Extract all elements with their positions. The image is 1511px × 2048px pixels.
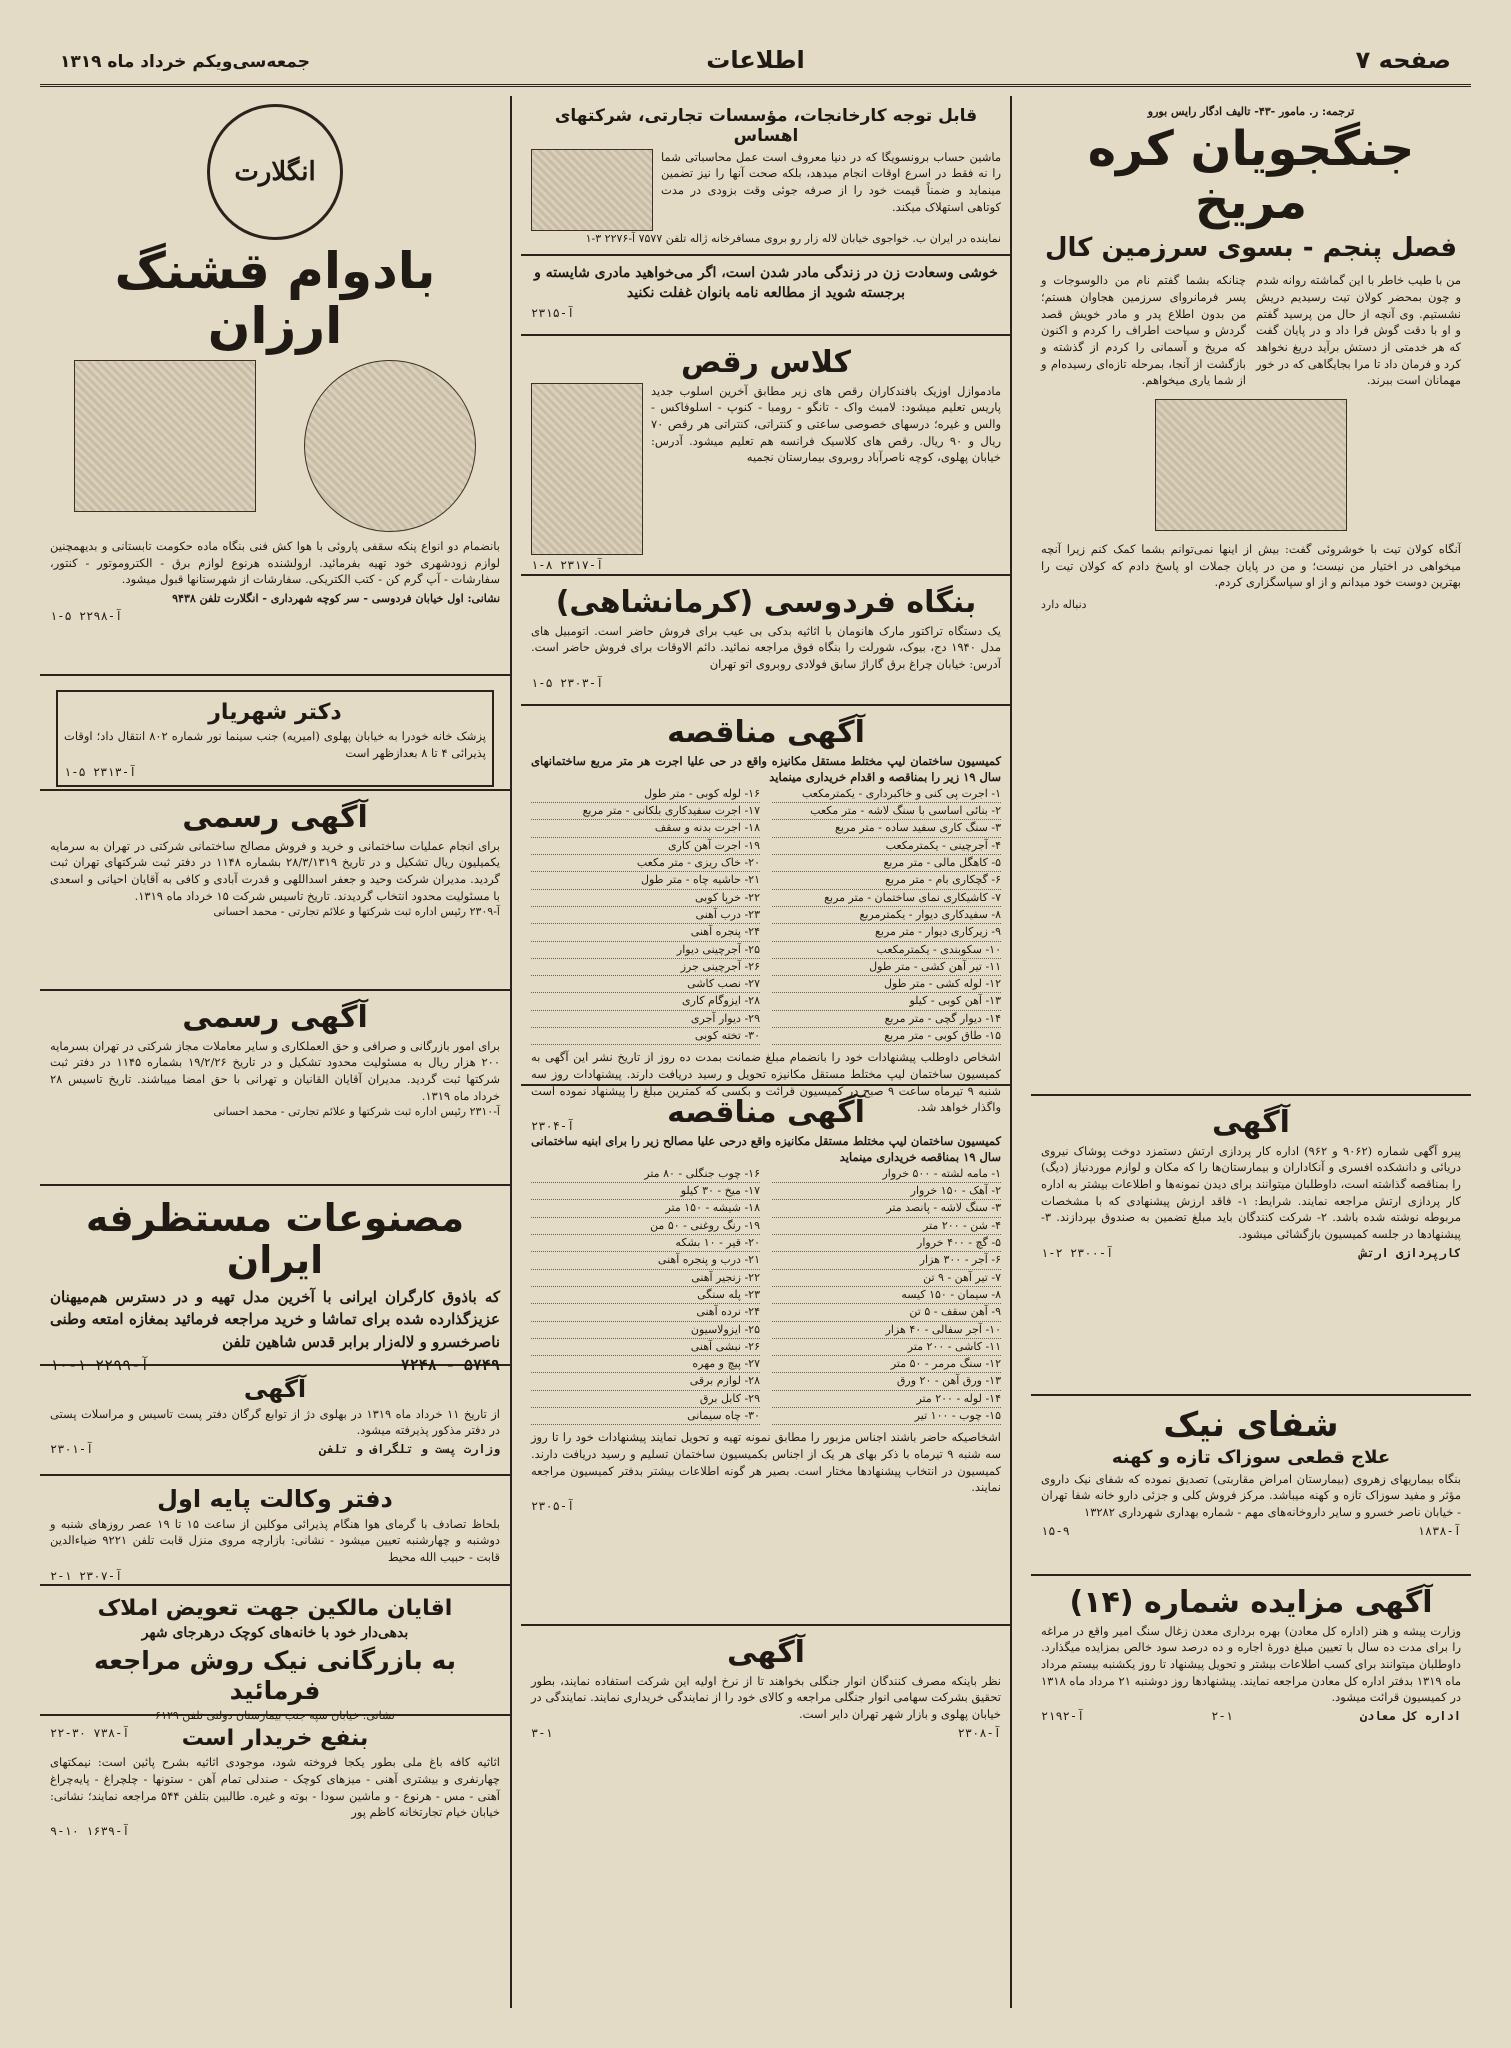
office-body: بلحاظ تصادف با گرمای هوا هنگام پذیرائی موکلین از ساعت ۱۵ تا ۱۹ عصر روزهای شنبه و دوشنبه و چهارشنبه تعیین میشود - نشانی: بازارچه مروی منزل قابت تلفن ۹۲۲۱ ضیاءالدین قابت - حبیب الله محیط	[50, 1516, 501, 1564]
tender-item: ۱۰- آجر سفالی - ۴۰ هزار	[772, 1322, 1001, 1339]
tender-item: ۱۶- چوب جنگلی - ۸۰ متر	[531, 1166, 760, 1183]
tender-item: ۱- مامه لشته - ۵۰۰ خروار	[772, 1166, 1001, 1183]
tender-item: ۳۰- تخته کوبی	[531, 1028, 760, 1045]
ad-code: آ-۲۱۹۲	[1041, 1708, 1085, 1723]
story-continued: دنباله دارد	[1041, 597, 1087, 611]
tender-body: اشخاصیکه حاضر باشند اجناس مزبور را مطابق نمونه تهیه و تحویل نمایند پیشنهادات خود را تا روز سه شنبه ۹ تیرماه با ذکر بهای هر یک از اجناس بکمیسیون ساختمان تسلیم و رسید دریافت دارند. کمیسیون در انتخاب پیشنهادها مختار است. بصیر هر گونه اطلاعات بیشتر بدفتر کمیسیون مراجعه نمایند.	[531, 1430, 1001, 1495]
cafe-sale-ad	[40, 1716, 510, 1866]
owners-body: بدهی‌دار خود با خانه‌های کوچک درهرجای شهر	[141, 1625, 409, 1642]
ferdowsi-agency-ad	[521, 576, 1011, 706]
tender-item: ۱۰- سکوبندی - یکمترمکعب	[772, 942, 1001, 959]
tender-item: ۱۲- لوله کشی - متر طول	[772, 976, 1001, 993]
tender-item: ۷- کاشیکاری نمای ساختمان - متر مربع	[772, 890, 1001, 907]
ad-signature: اداره کل معادن	[1359, 1708, 1461, 1723]
fan-body: بانضمام دو انواع پنکه سقفی پاروئی با هوا کش فنی بنگاه ماده حکومت تابستانی و بدیهمچنین لوازم زودشهری خود تهیه بفرمائید. ارولشنده هرنوع لوازم برق - الکتروموتور - کنتور، سفارشات - آپ گرم کن - کتب الکتریکی. سفارشات از شهرستانها قبول میشود.	[50, 539, 500, 587]
law-office-ad	[40, 1476, 510, 1586]
auction-body: وزارت پیشه و هنر (اداره کل معادن) بهره برداری معدن زغال سنگ امیر واقع در مراغه را برای مدت ده سال با تعیین مبلغ دورهٔ اجاره و ده درصد سود خالص بمزایده میگذارد. داوطلبان میتوانند برای کسب اطلاعات بیشتر و تحویل پیشنهاد تا روز یکشنبه بیستم مرداد ماه ۱۳۱۹ بدفتر اداره کل معادن مراجعه نمایند. پیشنهادها روز دوشنبه ۲۱ مرداد ماه ۱۳۱۸ در کمیسیون قرائت میشود.	[1041, 1623, 1461, 1705]
fan-headline: بادوام قشنگ ارزان	[114, 242, 436, 355]
tender-item: ۱۵- چوب - ۱۰۰ تیر	[772, 1408, 1001, 1425]
ad-code: آ-۲۲۹۸ ۵-۱	[50, 609, 123, 624]
tender-notice-construction	[521, 706, 1011, 1133]
tender-item: ۱۳- آهن کوبی - کیلو	[772, 993, 1001, 1010]
official-body: برای انجام عملیات ساختمانی و خرید و فروش مصالح ساختمانی شرکتی در تهران به سرمایه یکمیلیون ریال تشکیل و در تاریخ ۲۸/۳/۱۳۱۹ بشماره ۱۱۴۸ در دفتر ثبت شرکتهای تهران ثبت گردید. مدیران شرکت وحید و جعفر اسداللهی و قدرت آبادی و کافی به آقایان احیانی و اسعدی با مسئولیت محدود انتخاب گردیدند. تاریخ تاسیس شرکت ۱۵ خرداد ماه ۱۳۱۹.	[50, 838, 500, 903]
womens-magazine-text: خوشی وسعادت زن در زندگی مادر شدن است، اگر می‌خواهید مادری شایسته و برجسته شوید از مطالعه نامه بانوان غفلت نکنید	[534, 265, 998, 301]
tender-title: آگهی مناقصه	[667, 1095, 865, 1130]
dance-title: کلاس رقص	[681, 345, 851, 380]
tender-item-list	[531, 786, 1001, 1045]
tender-item: ۳۰- چاه سیمانی	[531, 1408, 760, 1425]
tender-item: ۲۷- نصب کاشی	[531, 976, 760, 993]
ad-code: آ-۲۳۱۵	[531, 306, 575, 321]
army-notice	[1031, 1096, 1471, 1396]
notice-body: نظر باینکه مصرف کنندگان انوار جنگلی بخواهند تا از نرخ اولیه این شرکت استفاده نمایند، بطور تحقیق بشرکت سهامی انوار جنگلی مراجعه و کالای خود را از نمایندگی خریداری نمایند. نمایندگی در خیابان پهلوی و بازار شهر تهران دایر است.	[531, 1673, 1001, 1721]
middle-column	[521, 96, 1011, 2018]
tender-item-list	[531, 1166, 1001, 1425]
story-paragraph: من با طیب خاطر با این گماشته روانه شدم و چون بمحضر کولان تیت رسیدیم دریش نشستیم. وی آنچه از حال من پرسید گفتم و او با دقت گوش فرا داد و در پایان گفت که هر خدمتی از دستش برآید دریغ نخواهد کرد و فرمان داد تا مرا بجایگاهی که در خور مهمانان است ببرند.	[1256, 273, 1461, 388]
calculator-agent: نماینده در ایران ب. خواجوی خیابان لاله زار رو بروی مسافرخانه ژاله تلفن ۷۵۷۷ آ-۲۲۷۶ ۳-۱	[585, 231, 1001, 245]
ad-code: آ-۲۳۰۸	[957, 1725, 1001, 1740]
ad-code: آ-۲۲۹۹ ۱-۱۰	[50, 1356, 150, 1375]
tender-item: ۵- گچ - ۴۰۰ خروار	[772, 1235, 1001, 1252]
tender-item: ۲۸- ایزوگام کاری	[531, 993, 760, 1010]
shafa-subtitle: علاج قطعی سوزاک تازه و کهنه	[1111, 1447, 1391, 1469]
crafts-title: مصنوعات مستظرفه ایران	[85, 1196, 465, 1282]
ad-code: آ-۷۳۸ ۳۰-۲۲	[50, 1726, 130, 1741]
ad-signature: کارپردازی ارتش	[1359, 1245, 1461, 1260]
tender-intro: کمیسیون ساختمان لیپ مختلط مستقل مکانیزه واقع در حی علیا اجرت هر متر مربع ساختمانهای سال ۱۹ زیر را بمناقصه و اقدام خریداری مینماید	[531, 753, 1001, 785]
right-column	[1031, 96, 1471, 2018]
brand-seal-logo: انگلارت	[207, 104, 343, 240]
tender-notice-materials	[521, 1086, 1011, 1626]
tender-item: ۱۴- لوله - ۲۰۰ متر	[772, 1391, 1001, 1408]
issue-date: جمعه‌سی‌ویکم خرداد ماه ۱۳۱۹	[60, 52, 310, 72]
tender-item: ۱۷- میخ - ۳۰ کیلو	[531, 1183, 760, 1200]
tender-item: ۶- آجر - ۳۰۰ هزار	[772, 1252, 1001, 1269]
tender-item: ۸- سیمان - ۱۵۰ کیسه	[772, 1287, 1001, 1304]
ad-code: ۱۵-۹	[1041, 1523, 1070, 1538]
shafa-ad	[1031, 1396, 1471, 1576]
ad-code: ۲-۱	[1211, 1708, 1233, 1723]
buyer-body: اثاثیه کافه باغ ملی بطور یکجا فروخته شود، موجودی اثاثیه بشرح پائین است: نیمکتهای چهارنفری و بیشتری آهنی - میزهای کوچک - صندلی تمام آهن - ستونها - چلچراغ - پایه‌چراغ آهنی - مس - هرنوع - و ماشین سودا - بوته و غیره. طالبین بتلفن ۵۴۴ مراجعه نمایند؛ نشانی: خیابان خیام تجارتخانه کاظم پور	[50, 1755, 500, 1820]
official-title: آگهی رسمی	[182, 800, 368, 835]
calculator-ad	[521, 96, 1011, 256]
tender-item: ۷- تیر آهن - ۹ تن	[772, 1270, 1001, 1287]
tender-item: ۹- زیرکاری دیوار - متر مربع	[772, 924, 1001, 941]
left-column	[40, 96, 510, 2018]
story-paragraph: آنگاه کولان تیت با خوشروئی گفت: بیش از اینها نمی‌توانم بشما کمک کنم زیرا آنچه میخواهی در اختیار من نیست؛ و من در پایان جملات او پاسخ دادم که کولان تیت را بهترین دوست خود میدانم و از او سپاسگزاری کردم.	[1041, 541, 1461, 590]
tender-title: آگهی مناقصه	[667, 715, 865, 750]
tender-item: ۲۳- پله سنگی	[531, 1287, 760, 1304]
tender-item: ۲۲- خرپا کوبی	[531, 890, 760, 907]
tender-item: ۱۱- کاشی - ۲۰۰ متر	[772, 1339, 1001, 1356]
tender-item: ۹- آهن سقف - ۵ تن	[772, 1304, 1001, 1321]
tender-body: اشخاص داوطلب پیشنهادات خود را بانضمام مبلغ ضمانت بمدت ده روز از تاریخ نشر این آگهی به کمیسیون ساختمان لیپ مختلط مستقل مکانیزه تحویل و رسید دریافت دارند. پیشنهادات روز سه شنبه ۹ تیرماه ساعت ۹ صبح در کمیسیون قرائت و بکسی که کمترین مبلغ را پیشنهاد نموده است واگذار خواهد شد.	[531, 1050, 1001, 1115]
fan-address: نشانی: اول خیابان فردوسی - سر کوچه شهرداری - انگلارت تلفن ۹۴۳۸	[172, 592, 500, 606]
ad-code: آ-۲۳۰۵	[531, 1498, 575, 1513]
crafts-ad	[40, 1186, 510, 1375]
tender-item: ۲۷- پیچ و مهره	[531, 1356, 760, 1373]
page-number: صفحه ۷	[1355, 46, 1451, 74]
ferdowsi-body: یک دستگاه تراکتور مارک هانومان با اثاثیه بدکی بی عیب برای فروش حاضر است. اتومبیل های مدل ۱۹۴۰ دج، بیوک، شورلت را بنگاه فوق مراجعه نمائید. دائم الاوقات برای فروش حاضر است. آدرس: خیابان چراغ برق گاراژ سابق فولادی روبروی اتو تهران	[531, 623, 1001, 671]
paper-title: اطلاعات	[706, 46, 805, 74]
shafa-body: بنگاه بیماریهای زهروی (بیمارستان امراض مقاربتی) تصدیق نموده که شفای نیک داروی مؤثر و مفید سوزاک تازه و کهنه میباشد. مرکز فروش کلی و جزئی دارو خانه شفا تهران - خیابان ناصر خسرو و سایر داروخانه‌های مهم - شماره بهداری شهرداری ۱۳۲۸۲	[1041, 1471, 1461, 1520]
tender-item: ۸- سفیدکاری دیوار - یکمترمربع	[772, 907, 1001, 924]
tender-item: ۲۵- ایزولاسیون	[531, 1322, 760, 1339]
office-title: دفتر وکالت پایه اول	[157, 1485, 393, 1513]
tender-item: ۱۳- ورق آهن - ۲۰ ورق	[772, 1373, 1001, 1390]
tender-item: ۲- بنائی اساسی با سنگ لاشه - متر مکعب	[772, 803, 1001, 820]
tender-item: ۲۱- حاشیه چاه - متر طول	[531, 872, 760, 889]
story-byline: ترجمه: ر. مامور -۴۳- تالیف ادگار رایس بورو	[1147, 105, 1355, 118]
tender-item: ۳- سنگ کاری سفید ساده - متر مربع	[772, 820, 1001, 837]
ceiling-fan-illustration	[74, 360, 256, 512]
doctor-title: دکتر شهریار	[208, 700, 342, 725]
tender-item: ۲۹- کابل برق	[531, 1391, 760, 1408]
tender-item: ۲۳- درب آهنی	[531, 907, 760, 924]
forest-lights-notice	[521, 1626, 1011, 1776]
tender-item: ۲۴- نرده آهنی	[531, 1304, 760, 1321]
crafts-body: که باذوق کارگران ایرانی با آخرین مدل تهیه و در دسترس هم‌میهنان عزیزگذارده شده برای تماشا و خرید مراجعه فرمائید بمغازه امتعه وطنی ناصرخسرو و لاله‌زار برابر قدس شاهین تلفن	[50, 1287, 500, 1351]
tender-item: ۶- گچکاری بام - متر مربع	[772, 872, 1001, 889]
tender-item: ۲۲- زنجیر آهنی	[531, 1270, 760, 1287]
story-subtitle: فصل پنجم - بسوی سرزمین کال	[1044, 232, 1457, 263]
dancers-illustration	[531, 383, 643, 555]
post-office-notice	[40, 1366, 510, 1476]
tender-item: ۲۶- نبشی آهنی	[531, 1339, 760, 1356]
story-illustration	[1155, 399, 1347, 531]
calculator-machine-illustration	[531, 149, 653, 231]
ad-code: آ-۲۳۰۴	[531, 1118, 575, 1133]
tender-item: ۲۴- پنجره آهنی	[531, 924, 760, 941]
story-paragraph: چنانکه بشما گفتم نام من دالوسوجات و پسر فرمانروای سرزمین هجاوان هستم؛ من بدون اطلاع پدر و مادر خویش قصد گردش و سیاحت اطراف را کردم و اکنون که مریخ و آسمانی را کردم از گذشته و بازگشت از آنجا، بمرحله تازه‌ای رسیده‌ام و از شما یاری میخواهم.	[1041, 273, 1246, 388]
calculator-title: قابل توجه کارخانجات، مؤسسات تجارتی، شرکتهای اهساس	[554, 106, 978, 147]
story-title: جنگجویان کره مریخ	[1087, 121, 1415, 231]
tender-item: ۱۵- طاق کوبی - متر مربع	[772, 1028, 1001, 1045]
shafa-title: شفای نیک	[1163, 1405, 1339, 1445]
ad-code: آ-۲۳۰۳ ۵-۱	[531, 675, 604, 690]
crafts-phone: ۷۲۴۸ - ۵۷۴۹	[400, 1356, 500, 1375]
serial-story	[1031, 96, 1471, 1096]
auction-notice	[1031, 1576, 1471, 1956]
official-signature: آ-۲۳۰۹ رئیس اداره ثبت شرکتها و علائم تجارتی - محمد احسانی	[213, 905, 500, 919]
dance-body: مادموازل اوزیک بافندکاران رقص های زیر مطابق آخرین اسلوب جدید پاریس تعلیم میشود: لامبث واک - تانگو - رومبا - کنوپ - اسلوفاکس - والس و غیره؛ درسهای خصوصی ساعتی و کنتراتی، کنتراتی هر رقص ۷۰ ریال و ۹۰ ریال. رقص های کلاسیک فرانسه هم تعلیم میشود. آدرس: خیابان پهلوی، کوچه ناصرآباد روبروی بیمارستان نجمیه	[651, 383, 1002, 465]
doctor-ad	[40, 676, 510, 791]
tender-item: ۱۲- سنگ مرمر - ۵۰ متر	[772, 1356, 1001, 1373]
official-body: برای امور بازرگانی و صرافی و حق العملکاری و سایر معاملات مجاز شرکتی در تهران بسرمایه ۲۰۰ هزار ریال به مسئولیت محدود تشکیل و در تاریخ ۱۹/۲/۲۶ بشماره ۱۱۴۵ در دفتر ثبت شرکتها ثبت گردید. مدیران آقایان القانیان و تهرانی با حق امضا میباشند. تاریخ تاسیس ۲۸ خرداد ماه ۱۳۱۹.	[50, 1038, 500, 1103]
tender-item: ۲۵- آجرچینی دیوار	[531, 942, 760, 959]
tender-item: ۲۸- لوازم برقی	[531, 1373, 760, 1390]
masthead	[40, 40, 1471, 87]
tender-item: ۴- آجرچینی - یکمترمکعب	[772, 838, 1001, 855]
calculator-body: ماشین حساب برونسویگا که در دنیا معروف است عمل محاسباتی شما را نه فقط در اسرع اوقات انجام میدهد، بلکه صحت آنها را نیز تضمین مینماید و ضمناً قیمت خود را از صرفه جوئی وقت بزودی در مدت کوتاهی استهلاک میکند.	[661, 149, 1001, 214]
tender-intro: کمیسیون ساختمان لیپ مختلط مستقل مکانیزه واقع درحی علیا مصالح زیر را برای ابنیه ساختمانی سال ۱۹ بمناقصه خریداری مینماید	[531, 1133, 1001, 1165]
post-signature: وزارت پست و تلگراف و تلفن	[319, 1441, 500, 1456]
tender-item: ۱- اجرت پی کنی و خاکبرداری - یکمترمکعب	[772, 786, 1001, 803]
post-title: آگهی	[243, 1375, 307, 1403]
ad-code: آ-۲۳۰۰ ۲-۱	[1041, 1245, 1114, 1260]
tender-item: ۱۶- لوله کوبی - متر طول	[531, 786, 760, 803]
tender-item: ۱۱- تیر آهن کشی - متر طول	[772, 959, 1001, 976]
post-body: از تاریخ ۱۱ خرداد ماه ۱۳۱۹ در بهلوی دژ از توابع گرگان دفتر پست تاسیس و مراسلات پستی در دفتر مذکور پذیرفته میشود.	[50, 1406, 500, 1438]
ad-code: آ-۲۳۰۷ ۱-۲	[50, 1568, 123, 1583]
tender-item: ۲۰- خاک ریزی - متر مکعب	[531, 855, 760, 872]
owners-headline: به بازرگانی نیک روش مراجعه فرمائید	[93, 1645, 457, 1705]
official-notice-1	[40, 791, 510, 991]
ad-code: آ-۲۳۰۱	[50, 1441, 94, 1456]
official-notice-2	[40, 991, 510, 1186]
tender-item: ۱۸- اجرت بدنه و سقف	[531, 820, 760, 837]
tender-item: ۲- آهک - ۱۵۰ خروار	[772, 1183, 1001, 1200]
ferdowsi-title: بنگاه فردوسی (کرمانشاهی)	[555, 585, 977, 620]
auction-title: آگهی مزایده شماره (۱۴)	[1069, 1585, 1433, 1620]
tender-item: ۱۴- دیوار گچی - متر مربع	[772, 1011, 1001, 1028]
column-rule	[510, 96, 512, 2008]
owners-title: اقایان مالکین جهت تعویض املاک	[97, 1596, 453, 1621]
tender-item: ۱۹- رنگ روغنی - ۵۰ من	[531, 1218, 760, 1235]
official-signature: آ-۲۳۱۰ رئیس اداره ثبت شرکتها و علائم تجارتی - محمد احسانی	[213, 1105, 500, 1119]
official-title: آگهی رسمی	[182, 1000, 368, 1035]
ad-code: آ-۲۳۱۳ ۵-۱	[64, 764, 137, 779]
ad-code: آ-۲۳۱۷ ۸-۱	[531, 557, 604, 572]
doctor-body: پزشک خانه خودرا به خیابان پهلوی (امیریه) جنب سینما نور شماره ۸۰۲ انتقال داد؛ اوقات پذیرائی ۴ تا ۸ بعدازظهر است	[64, 729, 486, 761]
tender-item: ۱۹- اجرت آهن کاری	[531, 838, 760, 855]
ad-code: آ-۱۸۳۸	[1417, 1523, 1461, 1538]
womens-magazine-ad	[521, 256, 1011, 336]
fan-ad	[40, 96, 510, 676]
tender-item: ۳- سنگ لاشه - پانصد متر	[772, 1200, 1001, 1217]
tender-item: ۵- کاهگل مالی - متر مربع	[772, 855, 1001, 872]
tender-item: ۲۱- درب و پنجره آهنی	[531, 1252, 760, 1269]
tender-item: ۴- شن - ۲۰۰ متر	[772, 1218, 1001, 1235]
dance-class-ad	[521, 336, 1011, 576]
notice-title: آگهی	[1212, 1105, 1290, 1140]
desk-fan-illustration	[304, 360, 476, 532]
tender-item: ۲۹- دیوار آجری	[531, 1011, 760, 1028]
buyer-title: بنفع خریدار است	[181, 1726, 369, 1751]
ad-code: آ-۱۶۳۹ ۱۰-۹	[50, 1824, 130, 1839]
notice-body: پیرو آگهی شماره (۹۰۶۲ و ۹۶۲) اداره کار پردازی ارتش دستمزد دوخت پوشاک نیروی دریائی و دانشکده افسری و آنکاداران و بیمارستان‌ها را که مکان و لوازم موردنیاز (دیگ) را بمناقصه گذاشته است، داوطلبان میتوانند برای دیدن نمونه‌ها و اطلاعات بیشتر به اداره کار پردازی ارتش مراجعه نمایند. شرایط: ۱- فاقد ارزش پیشنهادی که با مشخصات مربوطه نوشته شده باشد. ۲- شرکت کنندگان باید مبلغ تضمین به صندوق بپردازند. ۳- پیشنهادها در جلسه کمیسیون بازگشائی میشود.	[1041, 1143, 1461, 1241]
tender-item: ۲۶- آجرچینی جرز	[531, 959, 760, 976]
tender-item: ۲۰- قیر - ۱۰ بشکه	[531, 1235, 760, 1252]
tender-item: ۱۸- شیشه - ۱۵۰ متر	[531, 1200, 760, 1217]
owners-address: نشانی: خیابان سپه جنب بیمارستان دولتی تلفن ۶۱۲۹	[155, 1708, 395, 1722]
tender-item: ۱۷- اجرت سفیدکاری بلکانی - متر مربع	[531, 803, 760, 820]
ad-code: ۳-۱	[531, 1725, 553, 1740]
notice-title: آگهی	[727, 1635, 805, 1670]
